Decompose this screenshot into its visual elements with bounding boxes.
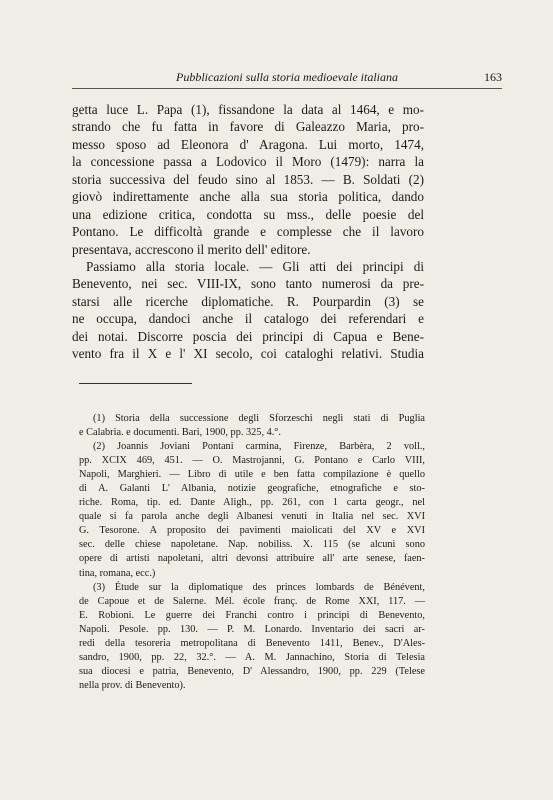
body-line: Pontano. Le difficoltà grande e complesse che il lavoro (72, 224, 424, 240)
footnote-line: G. Tesorone. A proposito dei pavimenti maiolicati del XV e XVI (79, 525, 425, 537)
footnote-line: (2) Joannis Joviani Pontani carmina, Firenze, Barbèra, 2 voll., (93, 441, 425, 453)
body-line: presentava, accrescono il merito dell' editore. (72, 241, 311, 257)
body-line: getta luce L. Papa (1), fissandone la data al 1464, e mo- (72, 102, 424, 117)
body-text (72, 101, 424, 363)
header-rule (72, 88, 502, 89)
footnote-line: e Calabria. e documenti. Bari, 1900, pp. 325, 4.°. (79, 427, 282, 439)
footnote-line: nella prov. di Benevento). (79, 679, 186, 691)
body-line: vento fra il X e l' XI secolo, coi cataloghi relativi. Studia (72, 346, 424, 362)
footnote-line: redi della tesoreria metropolitana di Benevento 1411, Benev., D'Ales- (79, 637, 425, 649)
body-line: strando che fu fatta in favore di Galeazzo Maria, pro- (72, 119, 424, 135)
body-line: giovò indirettamente anche alla sua storia politica, dando (72, 189, 424, 205)
body-line: storia successiva del feudo sino al 1853. — B. Soldati (2) (72, 171, 424, 187)
footnote-line: Napoli. Pesole. pp. 130. — P. M. Lonardo. Inventario dei sacri ar- (79, 623, 425, 635)
body-line: Benevento, nei sec. VIII-IX, sono tanto numerosi da pre- (72, 276, 424, 292)
footnote-rule (79, 383, 192, 384)
footnote-line: (3) Étude sur la diplomatique des princes lombards de Bénévent, (93, 581, 425, 593)
footnote-line: sua diocesi e patria, Benevento, D' Alessandro, 1900, pp. 229 (Telese (79, 665, 425, 677)
body-line: messo sposo ad Eleonora d' Aragona. Lui morto, 1474, (72, 136, 424, 152)
footnote-line: E. Robioni. Le guerre dei Franchi contro i principi di Benevento, (79, 609, 425, 621)
body-line: una edizione critica, condotta su mss., delle poesie del (72, 206, 424, 222)
body-line: Passiamo alla storia locale. — Gli atti dei principi di (86, 258, 424, 274)
footnote-line: (1) Storia della successione degli Sforzeschi negli stati di Puglia (93, 413, 425, 424)
footnote-line: opere di artisti napoletani, altri devonsi attribuire all' arte senese, faen- (79, 553, 425, 565)
footnote-line: sandro, 1900, pp. 22, 32.°. — A. M. Jannachino, Storia di Telesia (79, 651, 425, 663)
page-number: 163 (484, 70, 502, 84)
body-line: starsi alle ricerche diplomatiche. R. Pourpardin (3) se (72, 293, 424, 309)
footnotes (79, 412, 425, 693)
body-line: ne occupa, dandoci anche il catalogo dei referendari e (72, 311, 424, 327)
footnote-line: sec. delle chiese napoletane. Nap. nobiliss. X. 115 (se alcuni sono (79, 539, 425, 551)
body-line: la concessione passa a Lodovico il Moro (1479): narra la (72, 154, 424, 170)
footnote-line: quale si fa parola anche degli Albanesi venuti in Italia nel sec. XVI (79, 511, 425, 523)
running-head-title: Pubblicazioni sulla storia medioevale italiana (176, 70, 398, 84)
footnote-line: riche. Roma, tip. ed. Dante Aligh., pp. 261, con 1 carta geogr., nel (79, 497, 425, 509)
footnote-line: di A. Galanti L' Albania, notizie geografiche, etnografiche e sto- (79, 483, 425, 495)
footnote-line: tina, romana, ecc.) (79, 567, 156, 579)
running-head (72, 70, 502, 86)
body-line: dei notai. Discorre poscia dei principi di Capua e Bene- (72, 328, 424, 344)
footnote-line: Napoli, Marghieri. — Libro di utile e ben fatta compilazione è quello (79, 469, 425, 481)
footnote-line: de Capoue et de Salerne. Mél. école franç. de Rome XXI, 117. — (79, 595, 425, 607)
footnote-line: pp. XCIX 469, 451. — O. Mastrojanni, G. Pontano e Carlo VIII, (79, 455, 425, 467)
